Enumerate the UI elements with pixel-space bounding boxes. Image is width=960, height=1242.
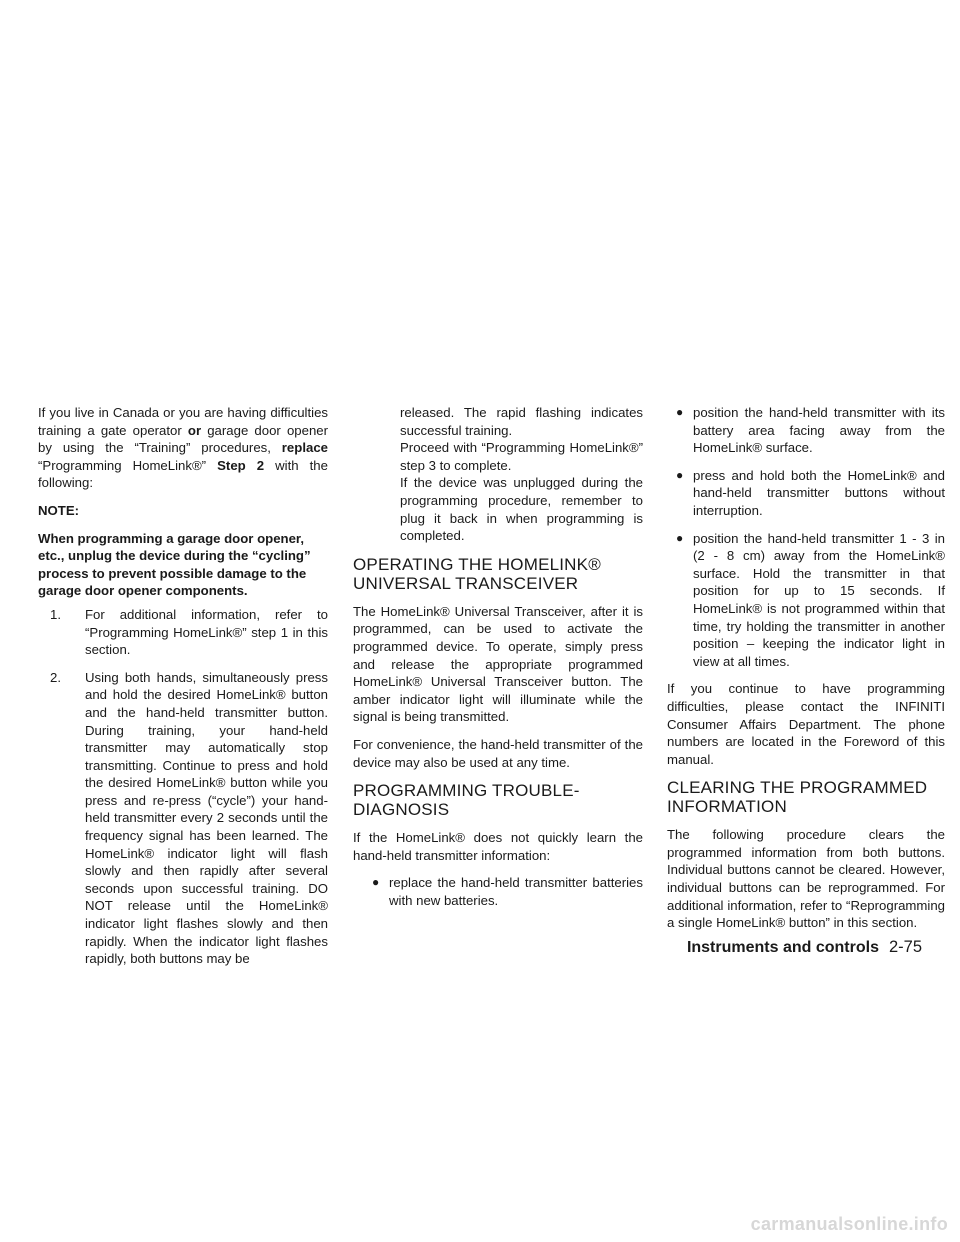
column-3	[667, 404, 945, 942]
operating-paragraph-2: For convenience, the hand-held transmitter of the device may also be used at any time.	[353, 736, 643, 770]
intro-text-a: If you live in Canada or you are having difficulties training a gate operator	[38, 405, 328, 438]
intro-replace: replace	[281, 440, 328, 456]
bullet-icon: ●	[372, 875, 380, 890]
bullet-icon: ●	[676, 467, 684, 482]
watermark: carmanualsonline.info	[750, 1214, 948, 1234]
page-number: 2-75	[888, 938, 922, 956]
trouble-bullet-list-continued	[667, 404, 945, 670]
bullet-text: replace the hand-held transmitter batteries with new batteries.	[389, 875, 643, 908]
intro-or: or	[187, 422, 202, 438]
step-number: 1.	[50, 606, 61, 622]
trouble-paragraph: If the HomeLink® does not quickly learn the hand-held transmitter information:	[353, 830, 643, 863]
step-2-continuation-a: released. The rapid flashing indicates successful training.	[400, 405, 643, 438]
bullet-text: press and hold both the HomeLink® and hand-held transmitter buttons without interruption.	[693, 467, 945, 518]
step-item	[38, 606, 328, 659]
step-2-continuation-b: Proceed with “Programming HomeLink®” step 3 to complete.	[400, 440, 643, 473]
intro-step: Step 2	[217, 457, 265, 473]
list-item	[667, 467, 945, 520]
note-body: When programming a garage door opener, etc., unplug the device during the “cycling” process to prevent possible damage to the garage door opener components.	[38, 530, 311, 599]
list-item	[353, 874, 643, 909]
bullet-text: position the hand-held transmitter with its battery area facing away from the HomeLink® surface.	[693, 405, 945, 456]
list-item	[667, 404, 945, 457]
bullet-icon: ●	[676, 530, 684, 545]
list-item	[667, 530, 945, 671]
footer-section-title: Instruments and controls	[686, 939, 879, 956]
intro-text-d: with the following:	[38, 457, 328, 491]
note-label: NOTE:	[38, 502, 80, 518]
difficulties-paragraph: If you continue to have programming difficulties, please contact the INFINITI Consumer Affairs Department. The phone numbers are located in the Foreword of this manual.	[667, 681, 945, 767]
column-1	[38, 404, 328, 978]
step-text: Using both hands, simultaneously press and hold the desired HomeLink® button and the hand-held transmitter button. During training, your hand-held transmitter may automatically stop transmitting. Continue to press and hold the desired HomeLink® button while you press and re-press (“cycle”) your hand-held transmitter every 2 seconds until the frequency signal has been learned. The HomeLink® indicator light will flash slowly and then rapidly after several seconds upon successful training. DO NOT release until the HomeLink® indicator light flashes slowly and then rapidly. When the indicator light flashes rapidly, both buttons may be	[85, 669, 328, 967]
intro-paragraph	[38, 404, 328, 492]
trouble-bullet-list	[353, 874, 643, 909]
step-2-continuation-c: If the device was unplugged during the programming procedure, remember to plug it back in when programming is completed.	[400, 475, 643, 544]
operating-paragraph-1: The HomeLink® Universal Transceiver, after it is programmed, can be used to activate the programmed device. To operate, simply press and release the appropriate programmed HomeLink® Universal Transceiver button. The amber indicator light will illuminate while the signal is being transmitted.	[353, 603, 643, 725]
steps-list	[38, 606, 328, 968]
bullet-text: position the hand-held transmitter 1 - 3 in (2 - 8 cm) away from the HomeLink® surface. Hold the transmitter in that position for up to 15 seconds. If HomeLink® is not programmed within that time, try holding the transmitter in another position – keeping the indicator light in view at all times.	[693, 530, 945, 669]
page-footer	[687, 938, 922, 957]
clearing-paragraph: The following procedure clears the programmed information from both buttons. Individual buttons cannot be cleared. However, individual buttons can be reprogrammed. For additional information, refer to “Reprogramming a single HomeLink® button” in this section.	[667, 827, 945, 931]
intro-text-c: “Programming HomeLink®”	[38, 457, 218, 473]
step-item	[38, 669, 328, 968]
step-text: For additional information, refer to “Programming HomeLink®” step 1 in this section.	[85, 606, 328, 658]
heading-clearing: CLEARING THE PROGRAMMED INFORMATION	[667, 778, 928, 817]
bullet-icon: ●	[676, 405, 684, 419]
heading-operating: OPERATING THE HOMELINK® UNIVERSAL TRANSCEIVER	[353, 554, 601, 593]
column-2	[353, 404, 643, 919]
step-number: 2.	[50, 669, 61, 685]
intro-text-b: garage door opener by using the “Training” procedures,	[38, 422, 329, 456]
heading-trouble-diagnosis: PROGRAMMING TROUBLE-DIAGNOSIS	[353, 781, 580, 820]
